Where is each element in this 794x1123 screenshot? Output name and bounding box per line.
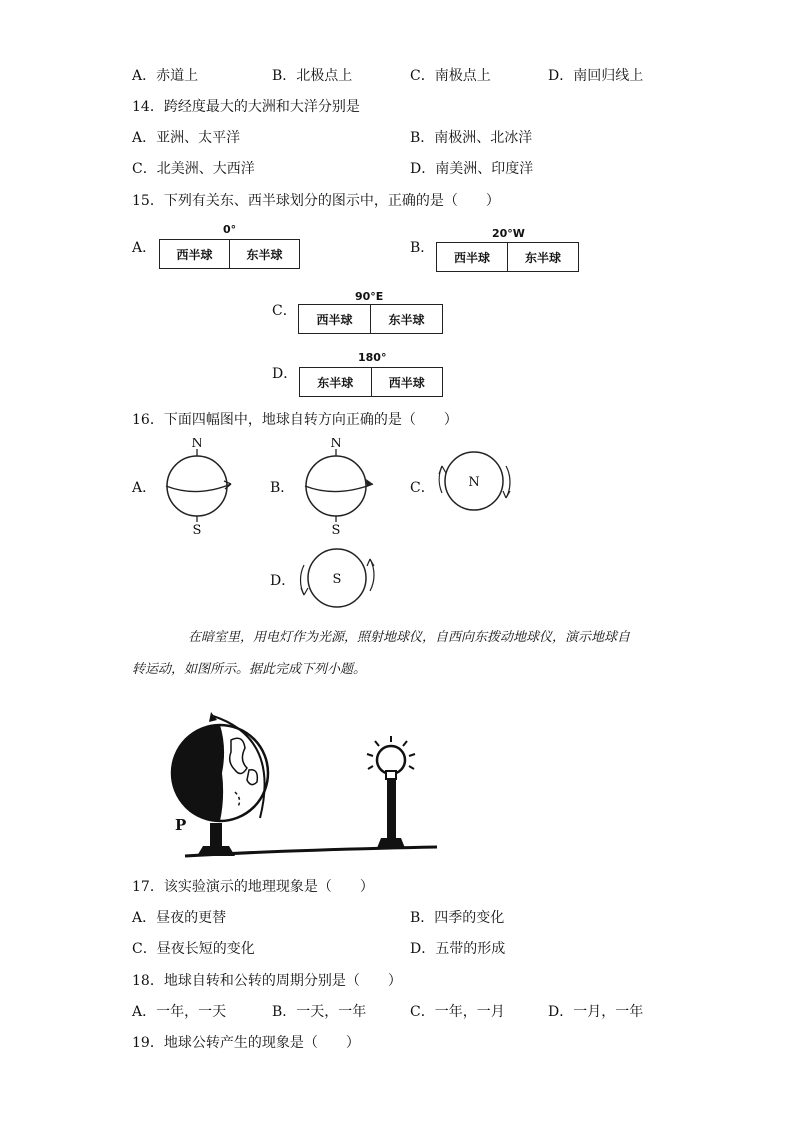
q17-stem: 17．该实验演示的地理现象是（ ） [132, 879, 374, 895]
q15-letter-b: B． [410, 240, 435, 256]
q19-stem: 19．地球公转产生的现象是（ ） [132, 1035, 360, 1051]
q16-letter-d: D． [270, 573, 296, 589]
q15-box-c [298, 304, 443, 334]
q13-option-a: A．赤道上 [132, 68, 199, 84]
q16-c-center-label: N [468, 475, 480, 490]
globe-side-view-a [160, 438, 240, 534]
q13-option-b: B．北极点上 [272, 68, 353, 84]
q15-a-right: 东半球 [229, 240, 299, 268]
q18-option-a: A．一年，一天 [132, 1004, 227, 1020]
q16-d-center-label: S [332, 572, 342, 587]
q17-option-d: D．五带的形成 [410, 941, 506, 957]
q16-letter-a: A． [132, 480, 157, 496]
q15-box-a [159, 239, 300, 269]
q18-option-d: D．一月，一年 [548, 1004, 644, 1020]
globe-polar-view-south [292, 545, 382, 611]
q15-letter-a: A． [132, 240, 157, 256]
q13-option-d: D．南回归线上 [548, 68, 644, 84]
q15-box-b [436, 242, 579, 272]
q14-stem: 14．跨经度最大的大洲和大洋分别是 [132, 99, 360, 115]
q14-option-a: A．亚洲、太平洋 [132, 130, 241, 146]
q18-option-c: C．一年，一月 [410, 1004, 505, 1020]
q16-stem: 16．下面四幅图中，地球自转方向正确的是（ ） [132, 412, 458, 428]
globe-point-label: P [175, 816, 187, 834]
q18-stem: 18．地球自转和公转的周期分别是（ ） [132, 973, 402, 989]
intro-line-1: 在暗室里，用电灯作为光源，照射地球仪，自西向东拨动地球仪，演示地球自 [188, 630, 631, 645]
q15-d-right: 西半球 [371, 368, 443, 396]
q15-box-d [299, 367, 443, 397]
globe-polar-view-north [430, 448, 520, 516]
q15-b-left: 西半球 [453, 250, 490, 265]
q15-a-left: 西半球 [176, 247, 213, 262]
q15-b-right: 东半球 [507, 243, 578, 271]
q15-c-right: 东半球 [370, 305, 442, 333]
q17-option-b: B．四季的变化 [410, 910, 505, 926]
q17-option-a: A．昼夜的更替 [132, 910, 227, 926]
q16-a-south-label: S [192, 523, 202, 534]
q15-c-left: 西半球 [316, 312, 353, 327]
q16-b-south-label: S [331, 523, 341, 534]
q16-letter-c: C． [410, 480, 435, 496]
q15-meridian-d: 180° [358, 351, 387, 364]
q15-meridian-b: 20°W [492, 227, 525, 240]
q15-meridian-a: 0° [223, 223, 237, 236]
q16-b-north-label: N [330, 438, 342, 451]
q15-letter-d: D． [272, 366, 298, 382]
q15-stem: 15．下列有关东、西半球划分的图示中，正确的是（ ） [132, 193, 500, 209]
q16-a-north-label: N [191, 438, 203, 451]
q13-option-c: C．南极点上 [410, 68, 491, 84]
q17-option-c: C．昼夜长短的变化 [132, 941, 255, 957]
q15-meridian-c: 90°E [355, 290, 384, 303]
q16-letter-b: B． [270, 480, 295, 496]
q15-letter-c: C． [272, 303, 297, 319]
q18-option-b: B．一天，一年 [272, 1004, 367, 1020]
q14-option-b: B．南极洲、北冰洋 [410, 130, 533, 146]
globe-side-view-b [299, 438, 381, 534]
q14-option-c: C．北美洲、大西洋 [132, 161, 255, 177]
globe-lamp-experiment-illustration [165, 708, 445, 868]
q14-option-d: D．南美洲、印度洋 [410, 161, 534, 177]
q15-d-left: 东半球 [317, 375, 354, 390]
intro-line-2: 转运动，如图所示。据此完成下列小题。 [132, 662, 367, 677]
